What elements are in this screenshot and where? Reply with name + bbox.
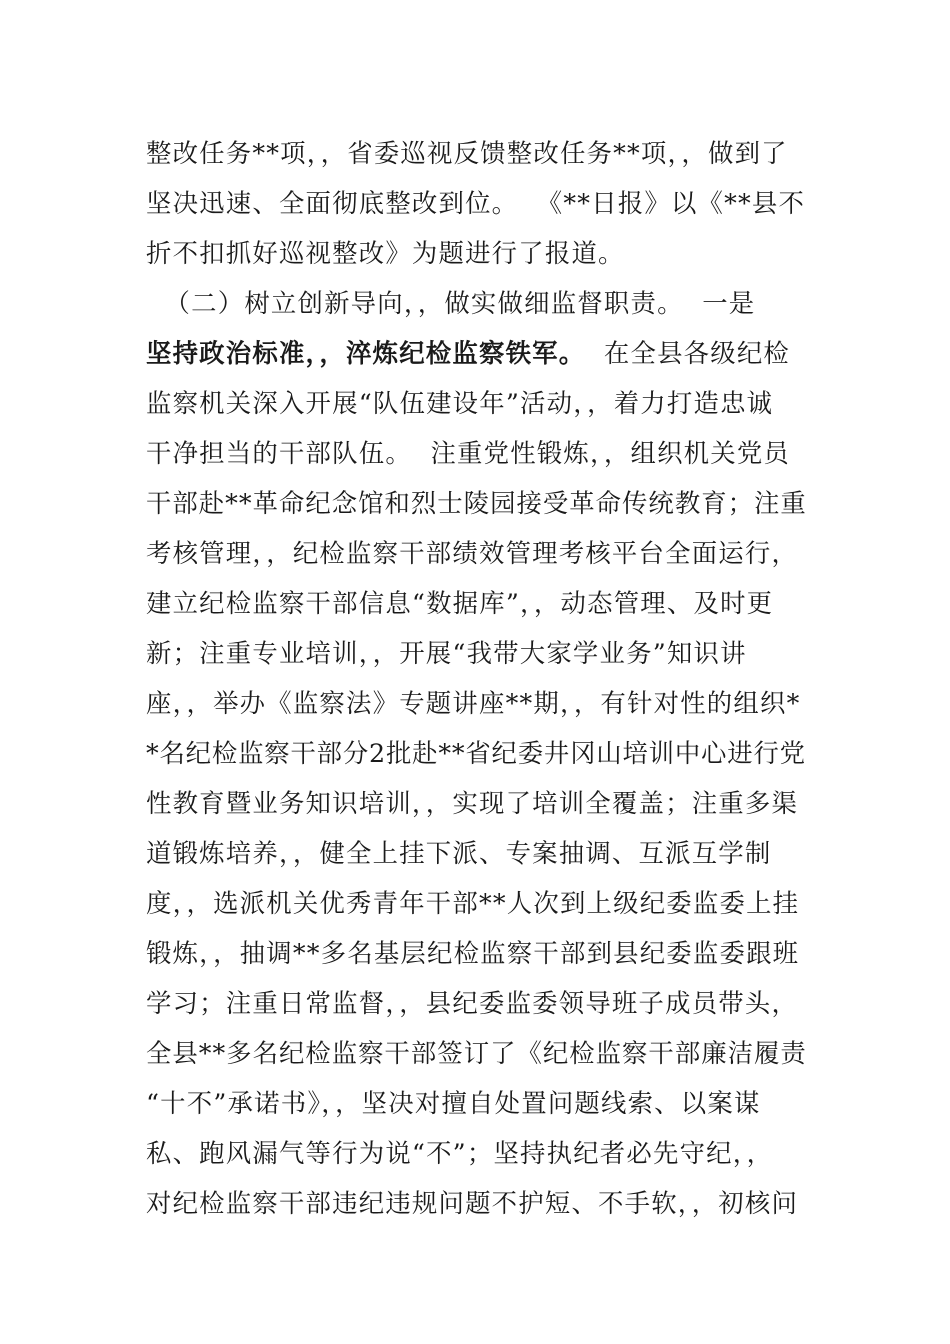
text-run: “十不”承诺书》，，坚决对擅自处置问题线索、以案谋 [146, 1088, 761, 1118]
text-run: 干部赴**革命纪念馆和烈士陵园接受革命传统教育；注重 [146, 488, 807, 518]
text-run: 道锻炼培养，，健全上挂下派、专案抽调、互派互学制 [146, 838, 772, 868]
text-line-20 [146, 1078, 806, 1128]
text-line-18 [146, 978, 806, 1028]
text-run: 新；注重专业培训，，开展“我带大家学业务”知识讲 [146, 638, 747, 668]
text-line-5 [146, 328, 806, 378]
text-run: （二）树立创新导向，，做实做细监督职责。 一是 [146, 288, 756, 318]
text-line-12 [146, 678, 806, 728]
text-run: 考核管理，，纪检监察干部绩效管理考核平台全面运行， [146, 538, 799, 568]
text-run: 对纪检监察干部违纪违规问题不护短、不手软，，初核问 [146, 1188, 799, 1218]
text-line-7 [146, 428, 806, 478]
text-line-2 [146, 178, 806, 228]
text-run: 干净担当的干部队伍。 注重党性锻炼，，组织机关党员 [146, 438, 791, 468]
text-run: 坚决迅速、全面彻底整改到位。 《**日报》以《**县不 [146, 188, 806, 218]
text-run: 折不扣抓好巡视整改》为题进行了报道。 [146, 238, 625, 268]
text-run: 座，，举办《监察法》专题讲座**期，，有针对性的组织* [146, 688, 801, 718]
text-line-19 [146, 1028, 806, 1078]
text-line-16 [146, 878, 806, 928]
text-line-1 [146, 128, 806, 178]
text-line-3 [146, 228, 806, 278]
text-run: 学习；注重日常监督，，县纪委监委领导班子成员带头， [146, 988, 799, 1018]
text-run: *名纪检监察干部分2批赴**省纪委井冈山培训中心进行党 [146, 738, 806, 768]
text-line-9 [146, 528, 806, 578]
text-line-10 [146, 578, 806, 628]
text-line-21 [146, 1128, 806, 1178]
text-run: 建立纪检监察干部信息“数据库”，，动态管理、及时更 [146, 588, 774, 618]
bold-heading-run: 坚持政治标准，，淬炼纪检监察铁军。 [146, 338, 586, 368]
text-line-15 [146, 828, 806, 878]
text-run: 整改任务**项，，省委巡视反馈整改任务**项，，做到了 [146, 138, 788, 168]
text-run: 性教育暨业务知识培训，，实现了培训全覆盖；注重多渠 [146, 788, 799, 818]
text-run: 度，，选派机关优秀青年干部**人次到上级纪委监委上挂 [146, 888, 800, 918]
text-line-11 [146, 628, 806, 678]
text-line-14 [146, 778, 806, 828]
text-line-17 [146, 928, 806, 978]
text-run: 在全县各级纪检 [585, 338, 791, 368]
text-line-4 [146, 278, 806, 328]
text-run: 锻炼，，抽调**多名基层纪检监察干部到县纪委监委跟班 [146, 938, 800, 968]
text-run: 全县**多名纪检监察干部签订了《纪检监察干部廉洁履责 [146, 1038, 807, 1068]
text-line-8 [146, 478, 806, 528]
text-run: 监察机关深入开展“队伍建设年”活动，，着力打造忠诚 [146, 388, 774, 418]
text-line-22 [146, 1178, 806, 1228]
text-line-6 [146, 378, 806, 428]
text-run: 私、跑风漏气等行为说“不”；坚持执纪者必先守纪，， [146, 1138, 774, 1168]
text-line-13 [146, 728, 806, 778]
